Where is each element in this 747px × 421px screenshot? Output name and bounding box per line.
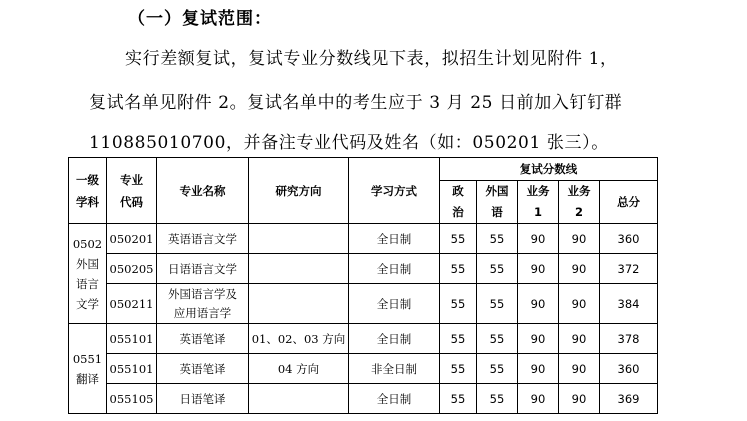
header-research-direction: 研究方向 [249, 158, 349, 224]
course-2-score: 90 [559, 254, 600, 284]
politics-score: 55 [440, 324, 477, 354]
foreign-language-score: 55 [477, 254, 518, 284]
table-row [69, 254, 658, 284]
course-2-score: 90 [559, 354, 600, 384]
course-1-score: 90 [518, 384, 559, 414]
subject-cell-0502: 0502 外国 语言 文学 [69, 224, 107, 324]
code-cell: 055101 [107, 354, 157, 384]
major-name-cell: 英语笔译 [157, 324, 249, 354]
table-row [69, 354, 658, 384]
section-heading: （一）复试范围： [128, 9, 272, 29]
table-row [69, 384, 658, 414]
header-course-2: 业务 2 [559, 181, 600, 224]
mode-cell: 全日制 [349, 254, 440, 284]
code-cell: 050205 [107, 254, 157, 284]
mode-cell: 全日制 [349, 284, 440, 324]
course-2-score: 90 [559, 224, 600, 254]
mode-cell: 全日制 [349, 384, 440, 414]
code-cell: 055105 [107, 384, 157, 414]
course-1-score: 90 [518, 324, 559, 354]
code-cell: 055101 [107, 324, 157, 354]
course-2-score: 90 [559, 284, 600, 324]
direction-cell [249, 254, 349, 284]
subject-cell-0551: 0551 翻译 [69, 324, 107, 414]
direction-cell: 04 方向 [249, 354, 349, 384]
header-foreign-language: 外国 语 [477, 181, 518, 224]
politics-score: 55 [440, 384, 477, 414]
direction-cell [249, 224, 349, 254]
code-cell: 050201 [107, 224, 157, 254]
politics-score: 55 [440, 284, 477, 324]
paragraph-line-3: 110885010700，并备注专业代码及姓名（如：050201 张三）。 [89, 133, 609, 153]
politics-score: 55 [440, 354, 477, 384]
header-total: 总分 [600, 181, 658, 224]
total-score: 360 [600, 354, 658, 384]
major-name-cell: 英语笔译 [157, 354, 249, 384]
retest-score-table [68, 157, 658, 414]
foreign-language-score: 55 [477, 324, 518, 354]
direction-cell [249, 384, 349, 414]
course-1-score: 90 [518, 284, 559, 324]
foreign-language-score: 55 [477, 284, 518, 324]
direction-cell: 01、02、03 方向 [249, 324, 349, 354]
paragraph-line-2: 复试名单见附件 2。复试名单中的考生应于 3 月 25 日前加入钉钉群 [89, 93, 623, 113]
header-course-1: 业务 1 [518, 181, 559, 224]
total-score: 372 [600, 254, 658, 284]
header-code: 专业 代码 [107, 158, 157, 224]
direction-cell [249, 284, 349, 324]
total-score: 369 [600, 384, 658, 414]
table-row [69, 324, 658, 354]
foreign-language-score: 55 [477, 354, 518, 384]
course-1-score: 90 [518, 254, 559, 284]
header-subject: 一级 学科 [69, 158, 107, 224]
major-name-cell: 日语语言文学 [157, 254, 249, 284]
politics-score: 55 [440, 254, 477, 284]
mode-cell: 非全日制 [349, 354, 440, 384]
mode-cell: 全日制 [349, 324, 440, 354]
total-score: 378 [600, 324, 658, 354]
paragraph-line-1: 实行差额复试，复试专业分数线见下表，拟招生计划见附件 1， [125, 49, 618, 69]
table-row [69, 284, 658, 324]
course-1-score: 90 [518, 354, 559, 384]
mode-cell: 全日制 [349, 224, 440, 254]
total-score: 384 [600, 284, 658, 324]
header-politics: 政 治 [440, 181, 477, 224]
major-name-cell: 外国语言学及 应用语言学 [157, 284, 249, 324]
major-name-cell: 日语笔译 [157, 384, 249, 414]
foreign-language-score: 55 [477, 384, 518, 414]
politics-score: 55 [440, 224, 477, 254]
header-study-mode: 学习方式 [349, 158, 440, 224]
code-cell: 050211 [107, 284, 157, 324]
header-score-group: 复试分数线 [440, 158, 658, 181]
total-score: 360 [600, 224, 658, 254]
foreign-language-score: 55 [477, 224, 518, 254]
table-row [69, 224, 658, 254]
course-1-score: 90 [518, 224, 559, 254]
course-2-score: 90 [559, 324, 600, 354]
course-2-score: 90 [559, 384, 600, 414]
header-major-name: 专业名称 [157, 158, 249, 224]
major-name-cell: 英语语言文学 [157, 224, 249, 254]
